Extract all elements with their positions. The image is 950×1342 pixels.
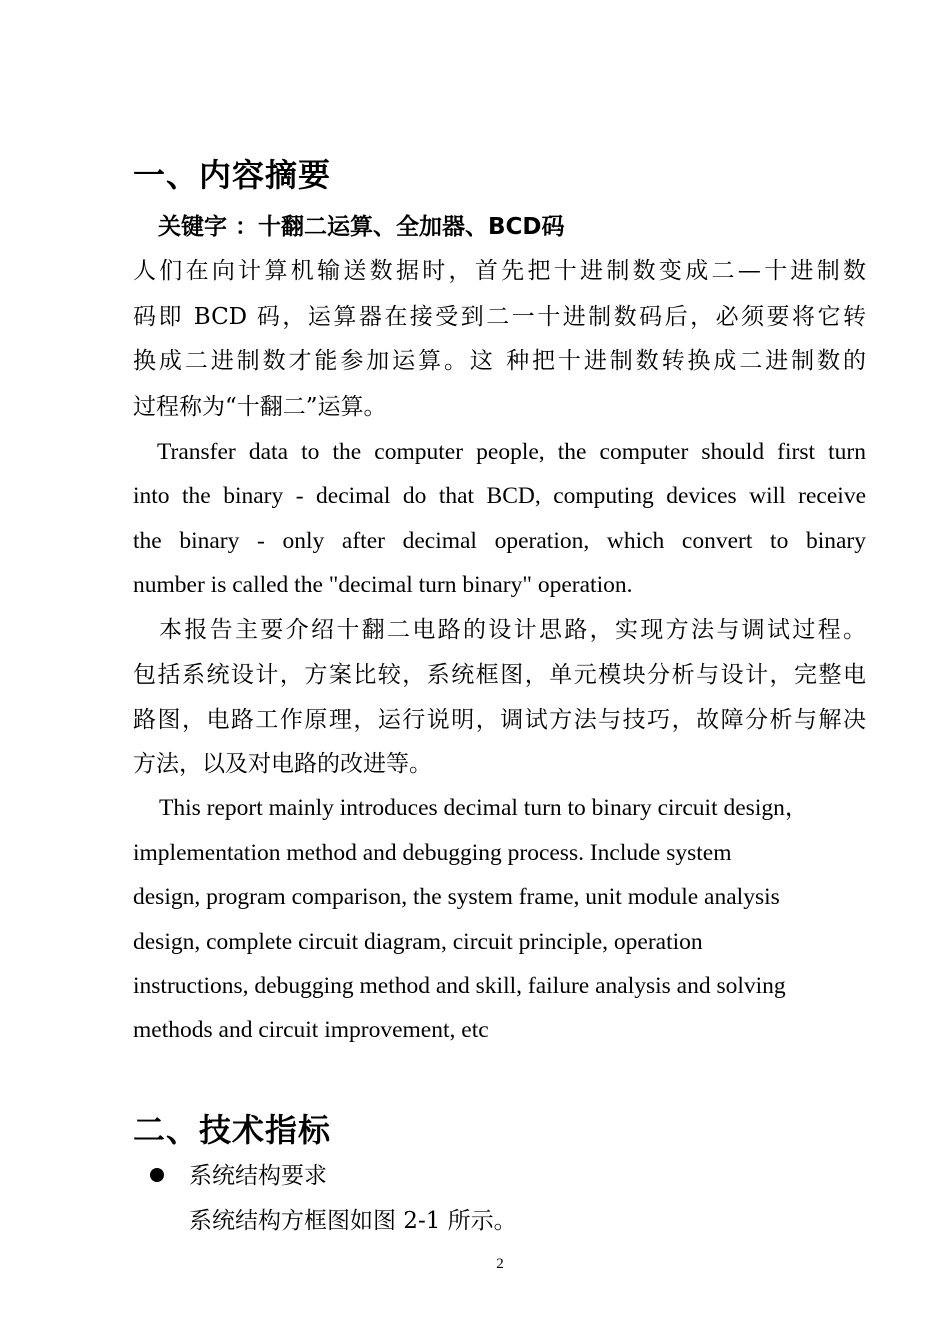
paragraph-line: 换成二进制数才能参加运算。这 种把十进制数转换成二进制数的 (133, 348, 866, 374)
paragraph-line: 路图，电路工作原理，运行说明，调试方法与技巧，故障分析与解决 (133, 707, 866, 733)
paragraph-line: design, program comparison, the system frame, unit module analysis (133, 884, 780, 910)
page-number: 2 (496, 1256, 504, 1272)
paragraph-line: Transfer data to the computer people, the computer should first turn (157, 439, 866, 465)
bullet-item-text: 系统结构方框图如图 2-1 所示。 (189, 1208, 517, 1234)
paragraph-line: This report mainly introduces decimal turn to binary circuit design， (159, 795, 809, 821)
paragraph-line: number is called the "decimal turn binary" operation. (133, 572, 633, 598)
bullet-item-label: 系统结构要求 (189, 1163, 327, 1189)
paragraph-line: 本报告主要介绍十翻二电路的设计思路，实现方法与调试过程。 (159, 617, 866, 643)
paragraph-line: 码即 BCD 码，运算器在接受到二一十进制数码后，必须要将它转 (133, 304, 866, 330)
paragraph-line: 包括系统设计，方案比较，系统框图，单元模块分析与设计，完整电 (133, 662, 866, 688)
paragraph-line: 方法，以及对电路的改进等。 (133, 751, 432, 777)
paragraph-line: 过程称为“十翻二”运算。 (133, 394, 387, 420)
paragraph-line: implementation method and debugging process. Include system (133, 840, 732, 866)
keywords-line: 关键字 ：十翻二运算、全加器、BCD码 (158, 214, 565, 240)
section-heading-specs: 二、技术指标 (133, 1111, 332, 1149)
section-heading-abstract: 一、内容摘要 (133, 156, 332, 194)
paragraph-line: methods and circuit improvement, etc (133, 1017, 489, 1043)
paragraph-line: design, complete circuit diagram, circuit principle, operation (133, 929, 703, 955)
paragraph-line: instructions, debugging method and skill, failure analysis and solving (133, 973, 786, 999)
bullet-icon (150, 1168, 164, 1182)
paragraph-line: the binary - only after decimal operation, which convert to binary (133, 528, 866, 554)
paragraph-line: into the binary - decimal do that BCD, computing devices will receive (133, 483, 866, 509)
paragraph-line: 人们在向计算机输送数据时，首先把十进制数变成二—十进制数 (133, 258, 866, 284)
